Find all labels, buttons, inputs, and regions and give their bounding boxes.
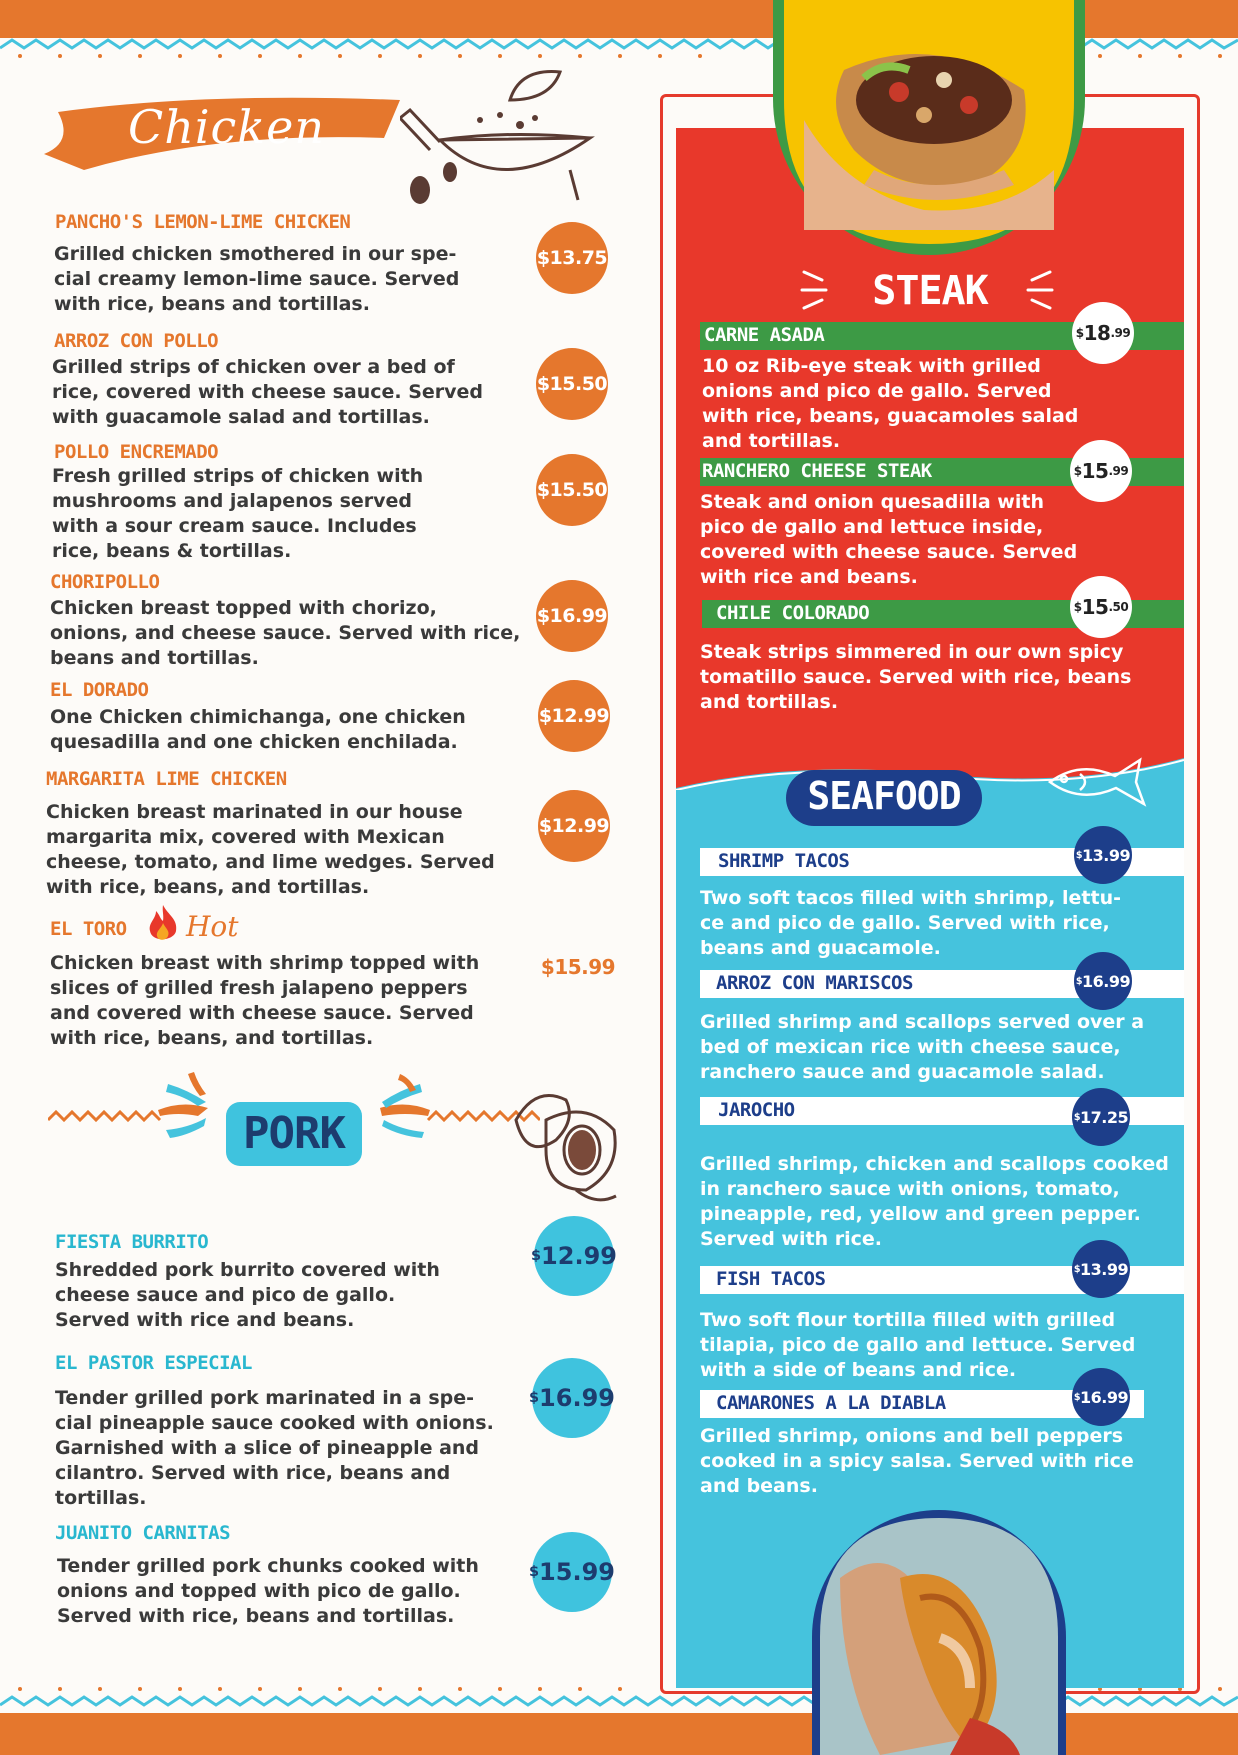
price-badge: $16.99 <box>536 580 608 652</box>
pork-heading: PORK <box>243 1108 345 1159</box>
item-description: Tender grilled pork marinated in a spe- cial pineapple sauce cooked with onions. Garnished with a slice of pineapple and cilantro. Served with rice, beans and tortillas. <box>55 1387 494 1509</box>
price-badge: $15.50 <box>536 454 608 526</box>
price-badge: $ 15 .99 <box>1070 440 1132 502</box>
item-title: MARGARITA LIME CHICKEN <box>46 768 287 790</box>
chicken-heading: Chicken <box>128 100 326 154</box>
seafood-heading: SEAFOOD <box>807 774 961 818</box>
steak-heading-right-rays <box>1004 268 1054 312</box>
item-title: JUANITO CARNITAS <box>55 1522 231 1544</box>
item-description: Grilled shrimp, onions and bell peppers cooked in a spicy salsa. Served with rice and beans. <box>700 1425 1134 1497</box>
item-description: Shredded pork burrito covered with cheese sauce and pico de gallo. Served with rice and beans. <box>55 1259 440 1331</box>
price-badge: $15.50 <box>536 348 608 420</box>
item-description: Chicken breast with shrimp topped with slices of grilled fresh jalapeno peppers and covered with cheese sauce. Served with rice, beans, and tortillas. <box>50 952 480 1049</box>
item-title: JAROCHO <box>718 1099 795 1121</box>
pork-left-decoration <box>48 1070 208 1140</box>
price-badge: $ 17.25 <box>1072 1088 1130 1146</box>
price-badge: $ 16.99 <box>1072 1368 1130 1426</box>
price-badge: $12.99 <box>538 680 610 752</box>
item-title: ARROZ CON POLLO <box>54 330 219 352</box>
item-description: Grilled strips of chicken over a bed of rice, covered with cheese sauce. Served with guacamole salad and tortillas. <box>52 356 484 428</box>
item-title: FISH TACOS <box>716 1268 826 1290</box>
item-description: Grilled shrimp and scallops served over a bed of mexican rice with cheese sauce, ranchero sauce and guacamole salad. <box>700 1011 1145 1083</box>
price-badge: $ 13.99 <box>1072 1240 1130 1298</box>
item-title: EL TORO <box>50 918 127 940</box>
item-title: CHILE COLORADO <box>716 602 870 624</box>
item-description: 10 oz Rib-eye steak with grilled onions and pico de gallo. Served with rice, beans, guacamoles salad and tortillas. <box>702 355 1079 452</box>
item-title: CAMARONES A LA DIABLA <box>716 1392 946 1414</box>
item-description: Two soft tacos filled with shrimp, lettu- ce and pico de gallo. Served with rice, beans and guacamole. <box>700 887 1121 959</box>
item-title: RANCHERO CHEESE STEAK <box>702 460 932 482</box>
flame-icon <box>146 903 180 943</box>
item-description: Two soft flour tortilla filled with grilled tilapia, pico de gallo and lettuce. Served with a side of beans and rice. <box>700 1309 1136 1381</box>
item-description: Tender grilled pork chunks cooked with onions and topped with pico de gallo. Served with rice, beans and tortillas. <box>57 1555 479 1627</box>
fish-illustration <box>1040 752 1150 812</box>
price-badge: $ 18 .99 <box>1072 302 1134 364</box>
item-title: CARNE ASADA <box>704 324 825 346</box>
item-description: One Chicken chimichanga, one chicken quesadilla and one chicken enchilada. <box>50 706 466 753</box>
item-description: Chicken breast topped with chorizo, onions, and cheese sauce. Served with rice, beans and tortillas. <box>50 597 521 669</box>
item-title: EL DORADO <box>50 679 149 701</box>
item-description: Steak and onion quesadilla with pico de gallo and lettuce inside, covered with cheese sauce. Served with rice and beans. <box>700 491 1078 588</box>
item-description: Fresh grilled strips of chicken with mushrooms and jalapenos served with a sour cream sauce. Includes rice, beans & tortillas. <box>52 465 424 562</box>
item-description: Steak strips simmered in our own spicy tomatillo sauce. Served with rice, beans and tortillas. <box>700 641 1132 713</box>
price-badge: $ 16.99 <box>532 1358 612 1438</box>
steak-heading-left-rays <box>800 268 850 312</box>
item-description: Grilled shrimp, chicken and scallops cooked in ranchero sauce with onions, tomato, pineapple, red, yellow and green pepper. Served with rice. <box>700 1153 1169 1250</box>
skillet-illustration <box>400 60 600 210</box>
price-badge: $ 12.99 <box>534 1216 614 1296</box>
price-badge: $ 16.99 <box>1074 952 1132 1010</box>
avocado-illustration <box>496 1080 626 1210</box>
price-badge: $ 15.99 <box>532 1532 612 1612</box>
burrito-photo <box>784 0 1074 244</box>
taco-photo <box>820 1518 1058 1755</box>
item-title: POLLO ENCREMADO <box>54 441 219 463</box>
price-badge: $15.99 <box>540 955 616 979</box>
item-title: PANCHO'S LEMON-LIME CHICKEN <box>55 211 351 233</box>
item-title: FIESTA BURRITO <box>55 1231 209 1253</box>
item-title: SHRIMP TACOS <box>718 850 850 872</box>
price-badge: $13.75 <box>536 222 608 294</box>
item-description: Chicken breast marinated in our house margarita mix, covered with Mexican cheese, tomato, and lime wedges. Served with rice, beans, and tortillas. <box>46 801 495 898</box>
item-title: CHORIPOLLO <box>50 571 160 593</box>
price-badge: $ 15 .50 <box>1070 576 1132 638</box>
item-description: Grilled chicken smothered in our spe- cial creamy lemon-lime sauce. Served with rice, beans and tortillas. <box>54 243 460 315</box>
price-badge: $12.99 <box>538 790 610 862</box>
item-title: EL PASTOR ESPECIAL <box>55 1352 252 1374</box>
hot-badge: Hot <box>186 910 239 943</box>
steak-heading: STEAK <box>872 268 988 314</box>
price-badge: $ 13.99 <box>1074 826 1132 884</box>
item-title: ARROZ CON MARISCOS <box>716 972 913 994</box>
